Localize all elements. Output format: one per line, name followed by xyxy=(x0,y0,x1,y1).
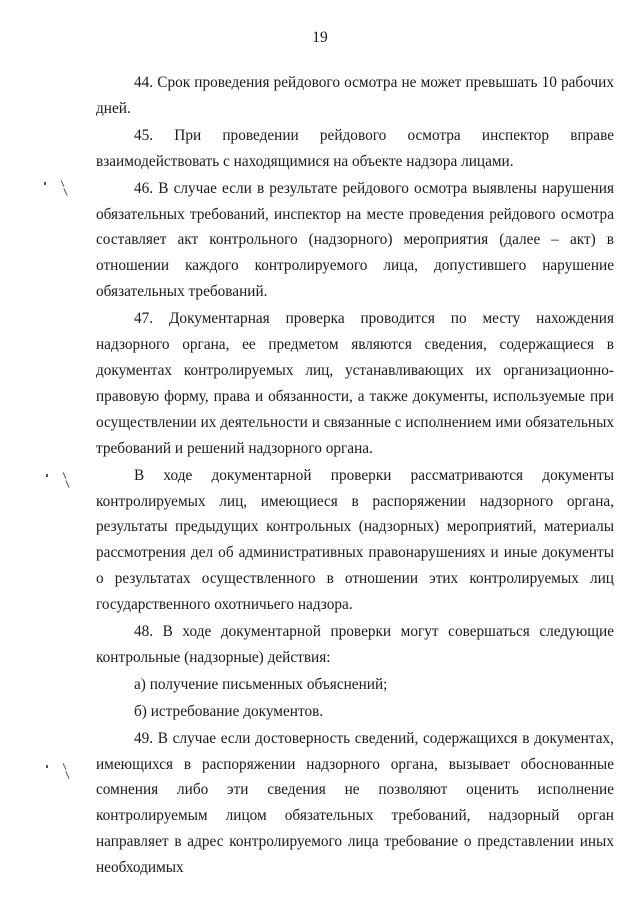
paragraph-44: 44. Срок проведения рейдового осмотра не может превышать 10 рабочих дней. xyxy=(96,74,614,117)
list-item-b: б) истребование документов. xyxy=(134,702,324,720)
paragraph-47-continued: В ходе документарной проверки рассматриваются документы контролируемых лиц, имеющиеся в распоряжении надзорного органа, результаты предыдущих контрольных (надзорных) мероприятий, материалы рассмотрения дел об административных правонарушениях и иные документы о результатах осуществленного в отношении этих контролируемых лиц государственного охотничьего надзора. xyxy=(96,466,614,614)
paragraph-45: 45. При проведении рейдового осмотра инспектор вправе взаимодействовать с находящимися на объекте надзора лицами. xyxy=(96,126,614,170)
paragraph-47: 47. Документарная проверка проводится по месту нахождения надзорного органа, ее предметом являются сведения, содержащиеся в документах контролируемых лиц, устанавливающих их организационно-правовую форму, права и обязанности, а также документы, используемые при осуществлении их деятельности и связанные с исполнением ими обязательных требований и решений надзорного органа. xyxy=(96,310,614,457)
margin-mark xyxy=(40,472,70,492)
document-body xyxy=(96,70,614,881)
paragraph-49: 49. В случае если достоверность сведений, содержащихся в документах, имеющихся в распоряжении надзорного органа, вызывает обоснованные сомнения либо эти сведения не позволяют оценить исполнение контролируемым лицом обязательных требований, надзорный орган направляет в адрес контролируемого лица требование о представлении иных необходимых xyxy=(96,729,614,877)
margin-mark xyxy=(40,180,70,200)
page-number: 19 xyxy=(312,29,328,46)
list-item-a: а) получение письменных объяснений; xyxy=(134,675,388,693)
margin-mark xyxy=(40,763,70,783)
paragraph-46: 46. В случае если в результате рейдового осмотра выявлены нарушения обязательных требований, инспектор на месте проведения рейдового осмотра составляет акт контрольного (надзорного) мероприятия (далее – акт) в отношении каждого контролируемого лица, допустившего нарушение обязательных требований. xyxy=(96,179,614,301)
paragraph-48: 48. В ходе документарной проверки могут совершаться следующие контрольные (надзорные) действия: xyxy=(96,623,614,666)
